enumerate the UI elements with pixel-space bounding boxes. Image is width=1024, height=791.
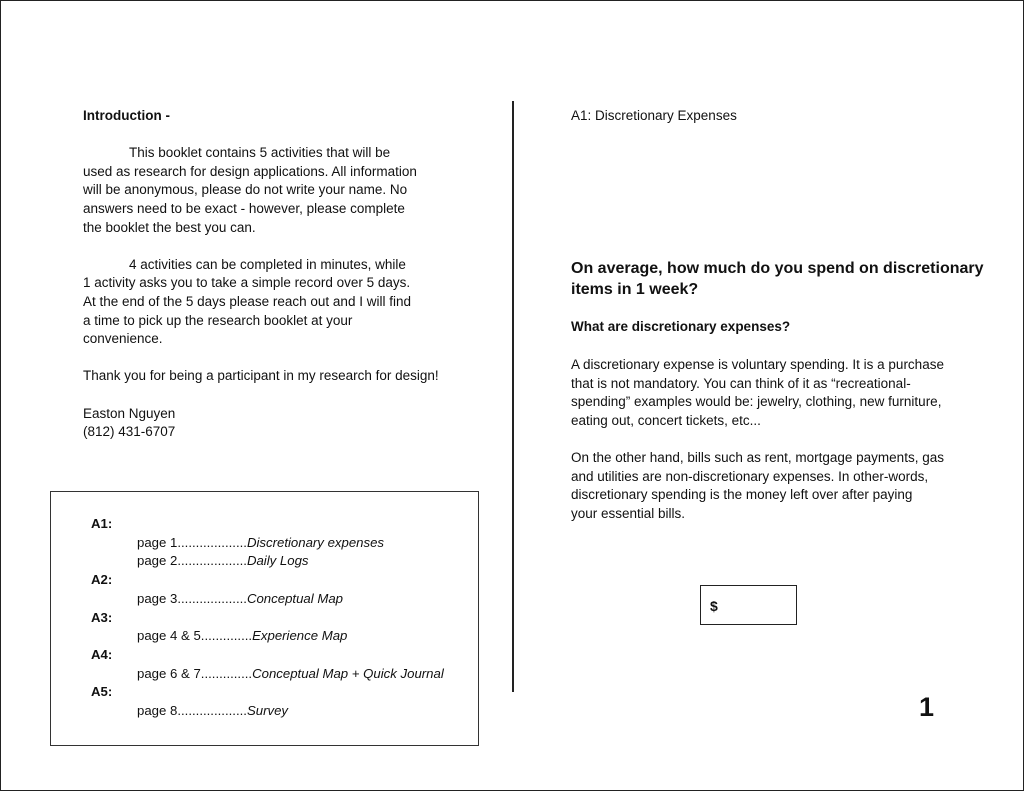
toc-entry [91,627,444,646]
toc-topic: Survey [246,703,288,719]
toc-page-ref: page 4 & 5.............. [137,628,253,644]
spending-answer-field[interactable] [700,585,797,625]
toc-page-ref: page 2................... [137,553,247,569]
toc-topic: Conceptual Map [246,590,343,606]
intro-p2-line: 4 activities can be completed in minutes, while [129,256,406,272]
toc-entry [91,552,444,571]
activity-title: A1: Discretionary Expenses [571,108,737,123]
definition-line: and utilities are non-discretionary expenses. In other-words, [571,468,929,484]
introduction-title: Introduction - [83,108,170,123]
intro-p1-line: This booklet contains 5 activities that will be [129,145,391,161]
definition-line: your essential bills. [571,505,686,521]
intro-p2-line: convenience. [83,331,163,347]
toc-topic: Daily Logs [246,553,309,569]
toc-entry [91,590,444,609]
currency-symbol: $ [710,598,718,614]
toc-entry [91,665,444,684]
page-number: 1 [919,692,935,722]
toc-topic: Discretionary expenses [246,534,385,550]
table-of-contents [50,491,479,746]
toc-activity-a1: A1: [91,516,113,531]
intro-p2-line: At the end of the 5 days please reach out and I will find [83,293,411,309]
intro-p2-line: 1 activity asks you to take a simple record over 5 days. [83,275,411,291]
introduction-section [83,107,483,442]
author-phone: (812) 431-6707 [83,424,176,440]
intro-p2-line: a time to pick up the research booklet at your [83,312,353,328]
page-divider [512,101,514,692]
definition-line: that is not mandatory. You can think of it as “recreational- [571,375,911,391]
intro-p1-line: the booklet the best you can. [83,219,256,235]
toc-activity-a4: A4: [91,646,113,662]
definition-line: On the other hand, bills such as rent, mortgage payments, gas [571,449,944,465]
toc-page-ref: page 3................... [137,590,247,606]
definition-line: A discretionary expense is voluntary spending. It is a purchase [571,357,944,372]
question-heading: On average, how much do you spend on discretionary items in 1 week? [571,260,984,298]
author-name: Easton Nguyen [83,405,176,421]
toc-activity-a3: A3: [91,609,113,625]
toc-activity-a5: A5: [91,684,113,700]
definition-line: eating out, concert tickets, etc... [571,412,761,428]
toc-page-ref: page 6 & 7.............. [137,665,253,681]
definition-line: discretionary spending is the money left over after paying [571,487,913,503]
definition-body [571,356,991,523]
toc-activity-a2: A2: [91,572,113,588]
intro-p1-line: will be anonymous, please do not write your name. No [83,182,408,198]
toc-page-ref: page 1................... [137,534,247,550]
intro-paragraph-2 [83,256,483,349]
intro-p1-line: answers need to be exact - however, please complete [83,200,405,216]
activity-header [571,107,991,126]
intro-paragraph-1 [83,144,483,237]
toc-topic: Conceptual Map + Quick Journal [252,665,444,681]
definition-line: spending” examples would be: jewelry, clothing, new furniture, [571,394,942,410]
toc-page-ref: page 8................... [137,703,247,719]
toc-entry [91,534,444,553]
intro-p1-line: used as research for design applications. All information [83,163,417,179]
toc-topic: Experience Map [252,628,348,644]
thank-you-text: Thank you for being a participant in my research for design! [83,368,439,384]
toc-entry [91,702,444,721]
definition-heading: What are discretionary expenses? [571,319,791,334]
